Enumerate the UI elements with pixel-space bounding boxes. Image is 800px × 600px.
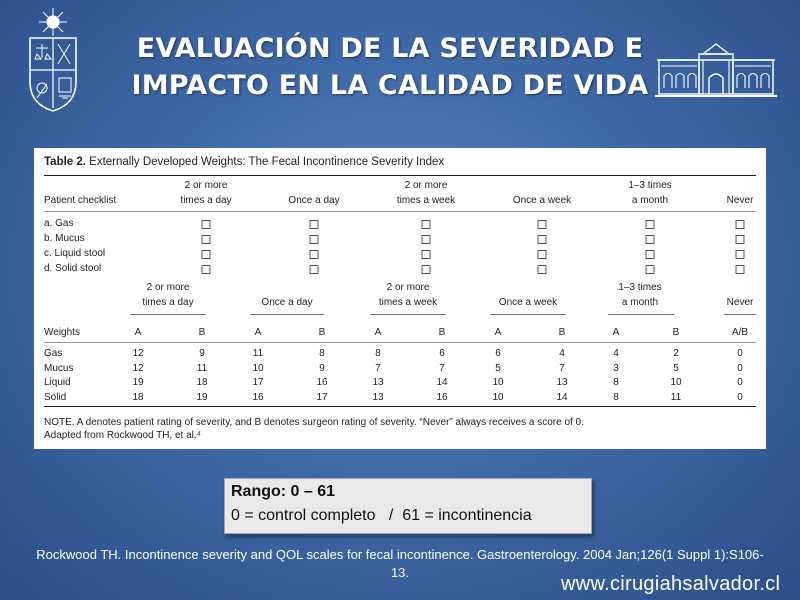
checkbox-icon bbox=[736, 265, 745, 274]
weight-value: 17 bbox=[252, 377, 264, 388]
weight-value: 8 bbox=[613, 377, 619, 388]
weight-value: 9 bbox=[199, 348, 205, 359]
weight-value: 16 bbox=[316, 377, 328, 388]
group-underline bbox=[724, 314, 756, 315]
weight-value: 3 bbox=[613, 362, 619, 374]
checklist-item: c. Liquid stool bbox=[44, 248, 106, 259]
ab-header: B bbox=[438, 327, 446, 338]
weights-freq-header-line2: Once a day bbox=[261, 297, 313, 308]
group-underline bbox=[490, 314, 566, 315]
weights-freq-header-line2: a month bbox=[621, 297, 659, 308]
fisi-table bbox=[34, 148, 766, 449]
weight-value: 11 bbox=[252, 348, 264, 359]
checkbox-icon bbox=[202, 250, 211, 259]
weights-row-label: Solid bbox=[44, 391, 67, 403]
reference-line-2: 13. bbox=[390, 565, 410, 580]
group-underline bbox=[370, 314, 446, 315]
weight-value: 2 bbox=[673, 348, 679, 359]
weight-value: 14 bbox=[436, 377, 448, 388]
weight-value: 12 bbox=[132, 362, 144, 374]
title-line-1: EVALUACIÓN DE LA SEVERIDAD E bbox=[136, 33, 644, 64]
checkbox-icon bbox=[310, 220, 319, 229]
weight-value: 5 bbox=[673, 362, 679, 374]
ab-header: A bbox=[494, 327, 502, 338]
group-underline bbox=[250, 314, 324, 315]
checklist-header: Patient checklist bbox=[44, 195, 117, 206]
ab-header: A bbox=[612, 327, 620, 338]
weight-value: 5 bbox=[495, 362, 501, 374]
weight-value: 13 bbox=[556, 377, 568, 388]
weights-header: Weights bbox=[44, 327, 80, 338]
website-url[interactable]: www.cirugiahsalvador.cl bbox=[561, 573, 781, 595]
checklist-freq-header-line2: times a week bbox=[396, 195, 456, 206]
weight-value: 16 bbox=[252, 391, 264, 403]
checkbox-icon bbox=[646, 265, 655, 274]
weights-row-label: Gas bbox=[44, 348, 63, 359]
checklist-freq-header-line2: Once a week bbox=[512, 195, 572, 206]
reference-line-1: Rockwood TH. Incontinence severity and QOL scales for fecal incontinence. Gastroenterology. 2004 Jan;126(1 Suppl 1):S106- bbox=[36, 547, 764, 562]
weights-freq-header-line2: Once a week bbox=[498, 297, 558, 308]
weight-value: 8 bbox=[613, 391, 619, 403]
ab-header: A bbox=[254, 327, 262, 338]
weight-value: 8 bbox=[375, 348, 381, 359]
weight-value: 10 bbox=[252, 362, 264, 374]
weights-freq-header-line2: times a day bbox=[142, 297, 194, 308]
checkbox-icon bbox=[310, 265, 319, 274]
checklist-item: d. Solid stool bbox=[44, 263, 102, 274]
checkbox-icon bbox=[538, 235, 547, 244]
ab-header: B bbox=[558, 327, 566, 338]
weight-value: 8 bbox=[319, 348, 325, 359]
weights-freq-header-line1: 1–3 times bbox=[618, 282, 662, 293]
checkbox-icon bbox=[736, 235, 745, 244]
slide-title bbox=[120, 30, 660, 104]
checkbox-icon bbox=[736, 250, 745, 259]
table-note bbox=[44, 416, 584, 442]
checkbox-icon bbox=[202, 265, 211, 274]
hospital-building-icon bbox=[655, 40, 777, 100]
checklist-item: a. Gas bbox=[44, 218, 74, 229]
checkbox-icon bbox=[538, 265, 547, 274]
weight-value: 10 bbox=[492, 377, 504, 388]
checkbox-icon bbox=[538, 250, 547, 259]
range-description: 0 = control completo / 61 = incontinencia bbox=[231, 507, 532, 524]
checkbox-icon bbox=[422, 220, 431, 229]
note-line-1: NOTE. A denotes patient rating of severity, and B denotes surgeon rating of severity. “Never” always receives a score of 0. bbox=[44, 417, 584, 428]
range-box bbox=[224, 478, 592, 534]
checkbox-icon bbox=[310, 235, 319, 244]
checkbox-icon bbox=[422, 250, 431, 259]
weight-value: 10 bbox=[492, 391, 504, 403]
weight-value: 18 bbox=[196, 377, 208, 388]
title-line-2: IMPACTO EN LA CALIDAD DE VIDA bbox=[131, 70, 649, 101]
weight-value: 18 bbox=[132, 391, 144, 403]
weight-value: 0 bbox=[737, 377, 743, 388]
weight-value: 13 bbox=[372, 391, 384, 403]
weight-value: 19 bbox=[196, 391, 208, 403]
checkbox-icon bbox=[422, 235, 431, 244]
weight-value: 4 bbox=[559, 348, 565, 359]
table-caption-text: Externally Developed Weights: The Fecal Incontinence Severity Index bbox=[89, 156, 445, 168]
checkbox-icon bbox=[646, 235, 655, 244]
weight-value: 17 bbox=[316, 391, 328, 403]
weight-value: 19 bbox=[132, 377, 144, 388]
checklist-freq-header-line2: a month bbox=[631, 195, 669, 206]
ab-header: A/B bbox=[731, 327, 749, 338]
weight-value: 10 bbox=[670, 377, 682, 388]
checkbox-icon bbox=[646, 250, 655, 259]
checkbox-icon bbox=[646, 220, 655, 229]
table-bottom-rule bbox=[44, 406, 756, 407]
table-caption bbox=[44, 156, 444, 168]
weight-value: 7 bbox=[375, 362, 381, 374]
checklist-freq-header-line1: 1–3 times bbox=[628, 180, 672, 191]
weight-value: 12 bbox=[132, 348, 144, 359]
weights-freq-header-line2: times a week bbox=[378, 297, 438, 308]
weights-freq-header-line1: 2 or more bbox=[146, 282, 190, 293]
weight-value: 11 bbox=[670, 391, 682, 403]
group-underline bbox=[130, 314, 206, 315]
table-caption-label: Table 2. bbox=[44, 156, 86, 168]
range-label: Rango: 0 – 61 bbox=[231, 483, 336, 500]
checklist-freq-header-line2: Once a day bbox=[288, 195, 340, 206]
weight-value: 0 bbox=[737, 348, 743, 359]
checklist-freq-header-line2: Never bbox=[726, 195, 754, 206]
weight-value: 0 bbox=[737, 391, 743, 403]
weight-value: 6 bbox=[439, 348, 445, 359]
university-shield-icon bbox=[24, 8, 82, 112]
note-line-2: Adapted from Rockwood TH, et al.⁴ bbox=[44, 430, 201, 441]
ab-header: B bbox=[198, 327, 206, 338]
weights-header-rule bbox=[44, 342, 756, 343]
weight-value: 7 bbox=[439, 362, 445, 374]
checkbox-icon bbox=[422, 265, 431, 274]
weight-value: 6 bbox=[495, 348, 501, 359]
weights-row-label: Liquid bbox=[44, 377, 71, 388]
checkbox-icon bbox=[310, 250, 319, 259]
checkbox-icon bbox=[202, 220, 211, 229]
weight-value: 13 bbox=[372, 377, 384, 388]
ab-header: B bbox=[318, 327, 326, 338]
checklist-header-rule bbox=[44, 211, 756, 212]
checklist-freq-header-line1: 2 or more bbox=[184, 180, 228, 191]
checklist-freq-header-line1: 2 or more bbox=[404, 180, 448, 191]
table-top-rule bbox=[44, 175, 756, 176]
weight-value: 11 bbox=[196, 362, 208, 374]
weights-freq-header-line2: Never bbox=[726, 297, 754, 308]
weight-value: 16 bbox=[436, 391, 448, 403]
checkbox-icon bbox=[202, 235, 211, 244]
ab-header: A bbox=[134, 327, 142, 338]
checkbox-icon bbox=[538, 220, 547, 229]
checklist-item: b. Mucus bbox=[44, 233, 85, 244]
weight-value: 4 bbox=[613, 348, 619, 359]
checklist-freq-header-line2: times a day bbox=[180, 195, 232, 206]
weight-value: 9 bbox=[319, 362, 325, 374]
checkbox-icon bbox=[736, 220, 745, 229]
ab-header: A bbox=[374, 327, 382, 338]
weight-value: 0 bbox=[737, 362, 743, 374]
weights-freq-header-line1: 2 or more bbox=[386, 282, 430, 293]
weight-value: 14 bbox=[556, 391, 568, 403]
ab-header: B bbox=[672, 327, 680, 338]
weight-value: 7 bbox=[559, 362, 565, 374]
weights-row-label: Mucus bbox=[44, 362, 74, 374]
group-underline bbox=[608, 314, 674, 315]
